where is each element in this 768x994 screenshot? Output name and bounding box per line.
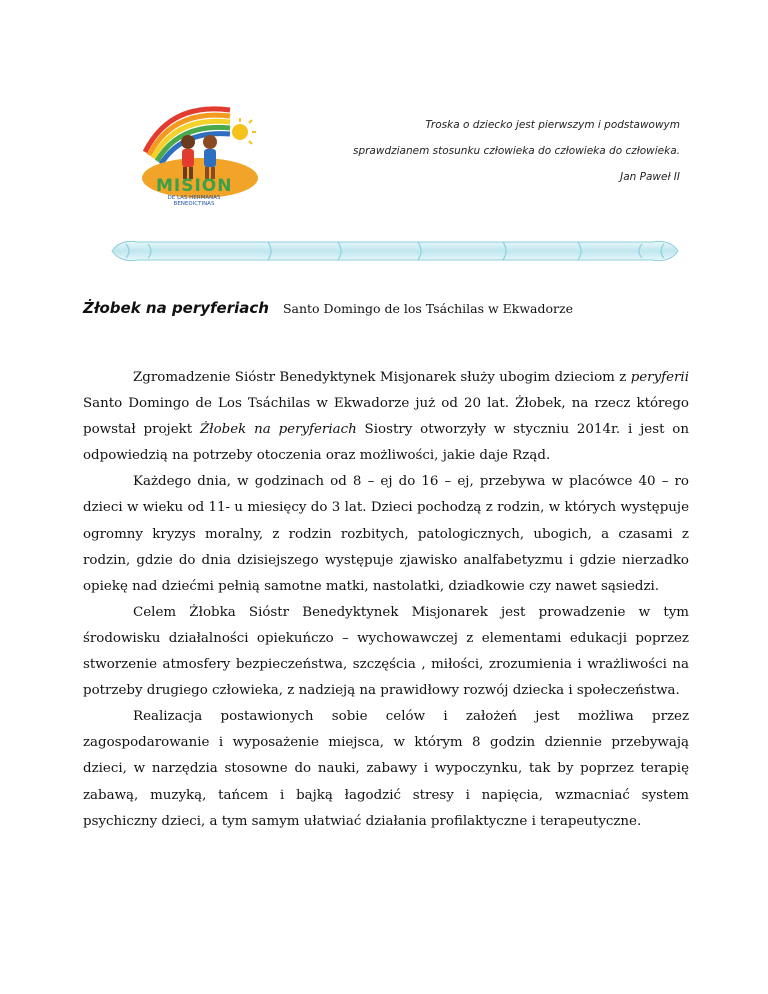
p1-italic-peryferii: peryferii	[630, 370, 689, 385]
title-main: Żłobek na peryferiach	[83, 299, 269, 317]
document-body	[83, 365, 689, 835]
quote-author: Jan Paweł II	[620, 171, 680, 183]
paragraph-4: Realizacja postawionych sobie celów i założeń jest możliwa przez zagospodarowanie i wyposażenie miejsca, w którym 8 godzin dziennie przebywają dzieci, w narzędzia stosowne do nauki, zabawy i wypoczynku, tak by poprzez terapię zabawą, muzyką, tańcem i bajką łagodzić stresy i napięcia, wzmacniać system psychiczny dzieci, a tym samym ułatwiać działania profilaktyczne i terapeutyczne.	[83, 709, 689, 829]
title-location: Santo Domingo de los Tsáchilas w Ekwadorze	[282, 301, 573, 316]
ribbon-graphic	[108, 236, 682, 266]
p1-text-a: Zgromadzenie Sióstr Benedyktynek Misjonarek służy ubogim dzieciom z	[133, 370, 631, 385]
quote-line-1: Troska o dziecko jest pierwszym i podstawowym	[425, 119, 680, 131]
decorative-ribbon	[108, 236, 682, 266]
p1-text-c: Santo Domingo de Los Tsáchilas w Ekwadorze już od 20 lat. Żłobek, na rzecz którego powstał projekt	[83, 396, 689, 438]
paragraph-1	[83, 365, 689, 469]
logo-sub-text: DE LAS HERMANAS BENEDICTINAS	[167, 195, 221, 207]
p1-italic-project-name: Żłobek na peryferiach	[199, 422, 357, 438]
paragraph-3: Celem Żłobka Sióstr Benedyktynek Misjonarek jest prowadzenie w tym środowisku działalności opiekuńczo – wychowawczej z elementami edukacji poprzez stworzenie atmosfery bezpieczeństwa, szczęścia , miłości, zrozumienia i wrażliwości na potrzeby drugiego człowieka, z nadzieją na prawidłowy rozwój dziecka i społeczeństwa.	[83, 604, 689, 699]
header-quote	[320, 112, 680, 190]
mision-logo	[130, 92, 290, 212]
logo-brand-text: MISION	[156, 176, 233, 196]
paragraph-2: Każdego dnia, w godzinach od 8 – ej do 16 – ej, przebywa w placówce 40 – ro dzieci w wieku od 11- u miesięcy do 3 lat. Dzieci pochodzą z rodzin, w których występuje ogromny kryzys moralny, z rodzin rozbitych, patologicznych, ubogich, a czasami z rodzin, gdzie do dnia dzisiejszego występuje zjawisko analfabetyzmu i gdzie nierzadko opiekę nad dziećmi pełnią samotne matki, nastolatki, dziadkowie czy nawet sąsiedzi.	[83, 474, 689, 594]
quote-line-2: sprawdzianem stosunku człowieka do człowieka do człowieka.	[352, 145, 680, 157]
p1-text-e: Siostry otworzyły w styczniu 2014r. i jest on odpowiedzią na potrzeby otoczenia oraz możliwości, jakie daje Rząd.	[83, 422, 689, 464]
document-title	[83, 298, 703, 317]
